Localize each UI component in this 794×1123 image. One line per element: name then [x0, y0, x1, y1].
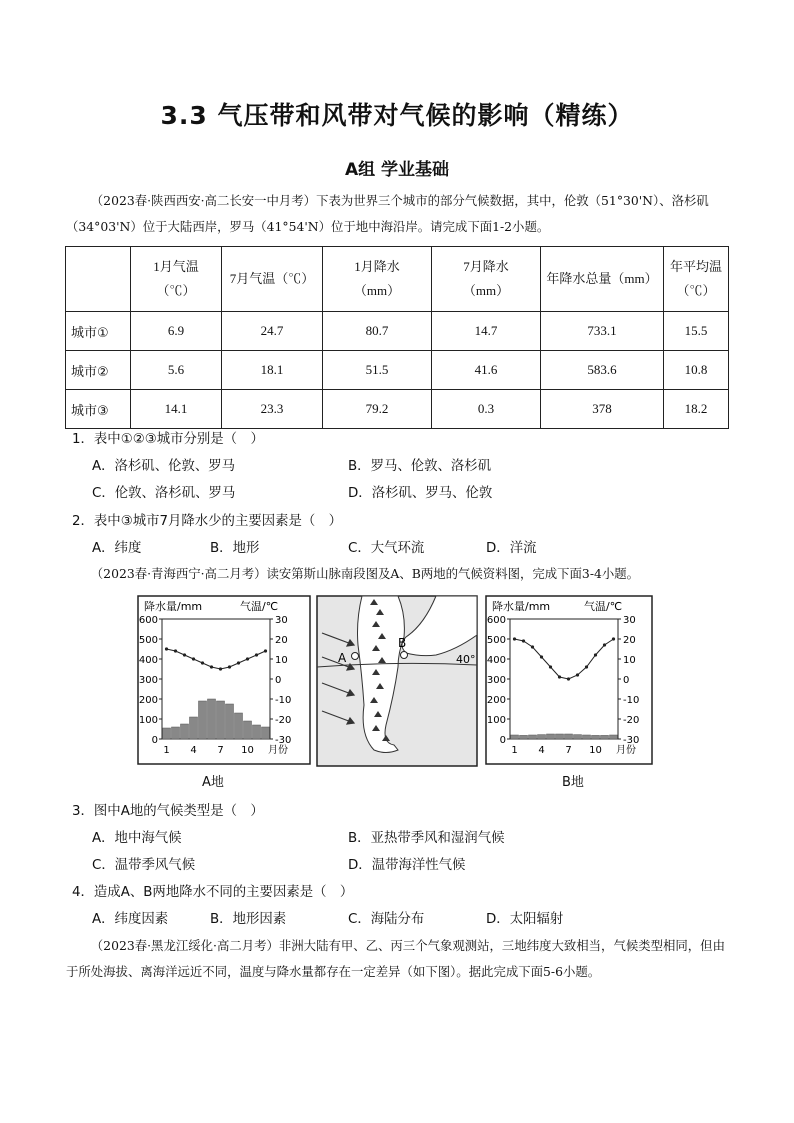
chart-a-month-tick: 1	[163, 745, 170, 756]
chart-a-precip-bar	[217, 701, 225, 739]
latitude-label: 40°	[456, 653, 476, 666]
climate-figure	[136, 595, 656, 770]
header-cell: 1月气温 （℃）	[131, 247, 222, 312]
chart-a-temp-point	[264, 649, 267, 652]
chart-a-precip-bar	[244, 721, 252, 739]
chart-a-temp-point	[192, 657, 195, 660]
chart-a-precip-tick: 300	[138, 675, 158, 686]
intro-paragraph-3: （2023春·黑龙江绥化·高二月考）非洲大陆有甲、乙、丙三个气象观测站，三地纬度大致相当，气候类型相同，但由于所处海拔、离海洋远近不同，温度与降水量都存在一定差异（如下图）。据此完成下面5-6小题。	[66, 938, 725, 979]
chart-b-precip-bar	[610, 735, 618, 739]
chart-a-precip-tick: 500	[138, 635, 158, 646]
chart-b-temp-point	[513, 637, 516, 640]
header-cell	[66, 247, 131, 312]
q2-option-d[interactable]: D．洋流	[486, 541, 537, 556]
chart-a-month-tick: 10	[241, 745, 254, 756]
q2-option-a[interactable]: A．纬度	[92, 541, 142, 556]
chart-b-temp-point	[567, 677, 570, 680]
chart-b-precip-bar	[592, 735, 600, 739]
chart-a-temp-tick: -20	[275, 715, 292, 726]
table-row: 城市② 5.6 18.1 51.5 41.6 583.6 10.8	[66, 351, 729, 390]
q1-option-c[interactable]: C．伦敦、洛杉矶、罗马	[92, 486, 236, 501]
chart-b-month-tick: 10	[589, 745, 602, 756]
table-row: 城市① 6.9 24.7 80.7 14.7 733.1 15.5	[66, 312, 729, 351]
chart-a-precip-bar	[181, 724, 189, 739]
chart-b-temp-tick: 10	[623, 655, 636, 666]
chart-b-precip-bar	[520, 735, 528, 739]
question-3-stem: 3．图中A地的气候类型是（ ）	[72, 804, 264, 819]
chart-b-precip-bar	[601, 735, 609, 739]
header-cell: 年平均温（℃）	[664, 247, 729, 312]
chart-b-precip-tick: 600	[486, 615, 506, 626]
chart-b-temp-point	[585, 665, 588, 668]
chart-a-precip-bar	[163, 728, 171, 739]
question-1-stem: 1．表中①②③城市分别是（ ）	[72, 432, 264, 447]
intro-paragraph-2: （2023春·青海西宁·高二月考）读安第斯山脉南段图及A、B两地的气候资料图，完成下面3-4小题。	[90, 566, 640, 581]
q4-option-b[interactable]: B．地形因素	[210, 912, 287, 927]
chart-a-precip-tick: 100	[138, 715, 158, 726]
chart-b-precip-tick: 300	[486, 675, 506, 686]
chart-b-precip-bar	[583, 735, 591, 739]
page-title: 3.3 气压带和风带对气候的影响（精练）	[160, 101, 634, 130]
chart-b-temp-tick: 20	[623, 635, 636, 646]
q4-option-a[interactable]: A．纬度因素	[92, 912, 169, 927]
chart-b-temp-point	[558, 675, 561, 678]
chart-b-precip-bar	[511, 735, 519, 739]
chart-b-temp-tick: -20	[623, 715, 640, 726]
chart-a-precip-bar	[199, 701, 207, 739]
q4-option-c[interactable]: C．海陆分布	[348, 912, 425, 927]
q1-option-a[interactable]: A．洛杉矶、伦敦、罗马	[92, 459, 236, 474]
q2-option-b[interactable]: B．地形	[210, 541, 260, 556]
chart-a-precip-tick: 600	[138, 615, 158, 626]
table-row: 城市③ 14.1 23.3 79.2 0.3 378 18.2	[66, 390, 729, 429]
chart-a-month-label: 月份	[268, 745, 288, 756]
section-subtitle: A组 学业基础	[344, 160, 450, 180]
chart-a-month-tick: 4	[190, 745, 197, 756]
chart-b-precip-bar	[565, 734, 573, 739]
question-2-stem: 2．表中③城市7月降水少的主要因素是（ ）	[72, 514, 343, 529]
chart-a-temp-point	[165, 647, 168, 650]
chart-b-temp-point	[603, 643, 606, 646]
chart-b-temp-point	[540, 655, 543, 658]
chart-b-temp-point	[576, 673, 579, 676]
chart-b-month-tick: 7	[565, 745, 572, 756]
chart-b-precip-tick: 100	[486, 715, 506, 726]
q3-option-d[interactable]: D．温带海洋性气候	[348, 858, 466, 873]
point-a-label: A	[338, 651, 347, 665]
chart-a-precip-bar	[262, 727, 270, 739]
chart-a-month-tick: 7	[217, 745, 224, 756]
chart-a-precip-tick: 0	[151, 735, 158, 746]
header-cell: 7月降水 （mm）	[432, 247, 541, 312]
point-b-label: B	[398, 636, 407, 650]
chart-b-precip-bar	[547, 734, 555, 739]
chart-a-temp-tick: -30	[275, 735, 292, 746]
chart-b-precip-tick: 200	[486, 695, 506, 706]
chart-a-temp-point	[255, 653, 258, 656]
chart-b-temp-tick: 30	[623, 615, 636, 626]
chart-b-temp-point	[531, 645, 534, 648]
chart-a-precip-bar	[208, 699, 216, 739]
intro-paragraph-1: （2023春·陕西西安·高二长安一中月考）下表为世界三个城市的部分气候数据，其中，伦敦（51°30'N）、洛杉矶（34°03'N）位于大陆西岸，罗马（41°54'N）位于地中海沿岸。请完成下面1-2小题。	[66, 193, 709, 234]
chart-a-temp-point	[183, 653, 186, 656]
chart-a-temp-point	[201, 661, 204, 664]
chart-a-precip-tick: 400	[138, 655, 158, 666]
figure-caption-b: B地	[562, 775, 584, 790]
chart-a-precip-bar	[235, 713, 243, 739]
chart-b-temp-tick: -30	[623, 735, 640, 746]
chart-a-temp-point	[237, 661, 240, 664]
chart-a-precip-tick: 200	[138, 695, 158, 706]
chart-a-temp-point	[174, 649, 177, 652]
q4-option-d[interactable]: D．太阳辐射	[486, 912, 564, 927]
chart-a-temp-point	[210, 665, 213, 668]
chart-a-temp-label: 气温/℃	[240, 600, 279, 613]
point-b-marker	[401, 652, 408, 659]
chart-b-precip-label: 降水量/mm	[492, 600, 551, 613]
chart-b-precip-bar	[529, 735, 537, 739]
chart-a-temp-point	[228, 665, 231, 668]
q3-option-b[interactable]: B．亚热带季风和湿润气候	[348, 831, 505, 846]
chart-b-month-tick: 4	[538, 745, 545, 756]
chart-b-temp-point	[549, 665, 552, 668]
chart-a-temp-tick: -10	[275, 695, 292, 706]
chart-b-month-tick: 1	[511, 745, 518, 756]
figure-caption-a: A地	[202, 775, 224, 790]
chart-b-precip-bar	[574, 735, 582, 739]
chart-b-temp-label: 气温/℃	[584, 600, 623, 613]
q3-option-c[interactable]: C．温带季风气候	[92, 858, 196, 873]
q1-option-b[interactable]: B．罗马、伦敦、洛杉矶	[348, 459, 492, 474]
header-cell: 年降水总量（mm）	[541, 247, 664, 312]
chart-b-precip-bar	[538, 735, 546, 739]
climate-table	[65, 246, 729, 429]
chart-a-temp-point	[219, 667, 222, 670]
chart-b-temp-tick: 0	[623, 675, 630, 686]
chart-a-temp-tick: 30	[275, 615, 288, 626]
chart-b-precip-tick: 500	[486, 635, 506, 646]
chart-b-precip-tick: 400	[486, 655, 506, 666]
header-cell: 1月降水 （mm）	[323, 247, 432, 312]
chart-a-precip-bar	[172, 727, 180, 739]
chart-a-temp-tick: 20	[275, 635, 288, 646]
chart-b-temp-point	[612, 637, 615, 640]
table-header-row	[66, 247, 729, 312]
chart-a-precip-bar	[253, 725, 261, 739]
chart-a-temp-point	[246, 657, 249, 660]
q3-option-a[interactable]: A．地中海气候	[92, 831, 182, 846]
chart-b-temp-point	[594, 653, 597, 656]
point-a-marker	[352, 653, 359, 660]
chart-b-temp-tick: -10	[623, 695, 640, 706]
chart-a-precip-bar	[226, 704, 234, 739]
chart-a-temp-tick: 10	[275, 655, 288, 666]
header-cell: 7月气温（℃）	[222, 247, 323, 312]
q1-option-d[interactable]: D．洛杉矶、罗马、伦敦	[348, 486, 493, 501]
chart-b-temp-point	[522, 639, 525, 642]
chart-a-precip-label: 降水量/mm	[144, 600, 203, 613]
question-4-stem: 4．造成A、B两地降水不同的主要因素是（ ）	[72, 885, 354, 900]
chart-b-month-label: 月份	[616, 745, 636, 756]
chart-b-precip-tick: 0	[499, 735, 506, 746]
q2-option-c[interactable]: C．大气环流	[348, 541, 425, 556]
chart-a-temp-tick: 0	[275, 675, 282, 686]
chart-b-precip-bar	[556, 734, 564, 739]
chart-a-precip-bar	[190, 717, 198, 739]
